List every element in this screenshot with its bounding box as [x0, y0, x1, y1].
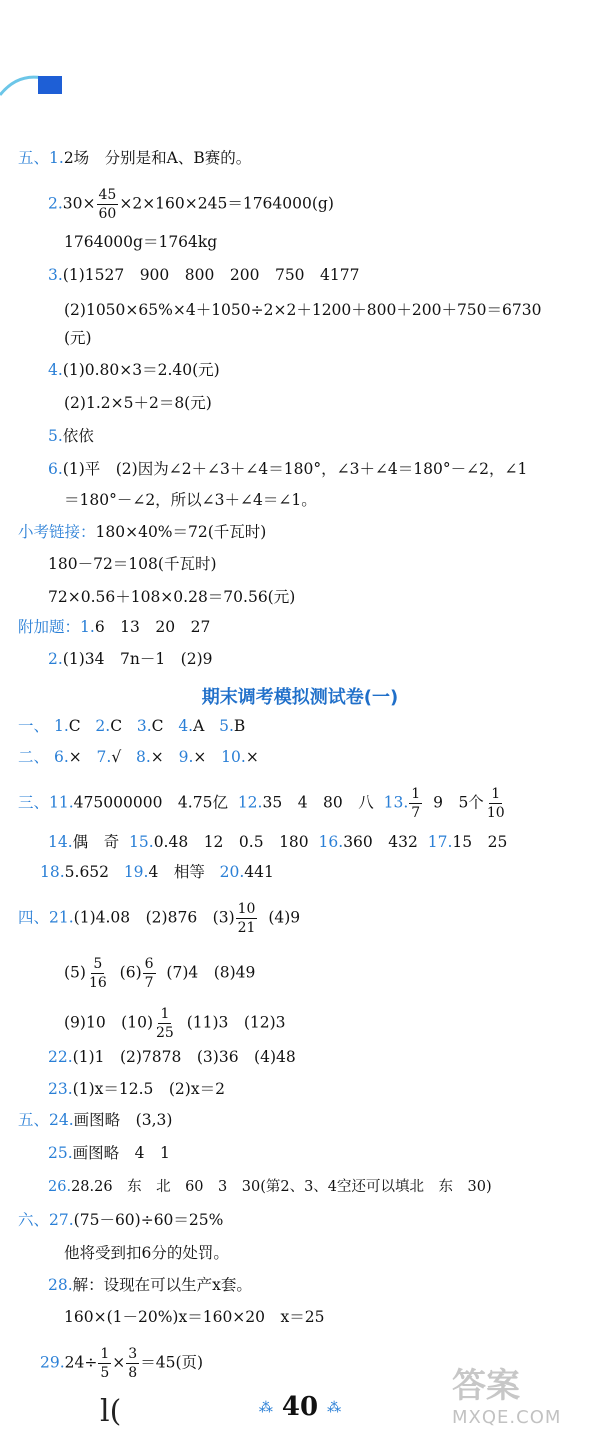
- q-num: 3.: [136, 717, 152, 735]
- extra-line1: [18, 615, 210, 639]
- q-num: 9.: [178, 748, 194, 766]
- answer-text: (1)1 (2)7878 (3)36 (4)48: [72, 1048, 296, 1066]
- section-head: 五、: [18, 1111, 50, 1129]
- q-num: 23.: [48, 1080, 73, 1098]
- answer-text: 解：设现在可以生产x套。: [72, 1276, 252, 1294]
- sec5-line4: [48, 263, 360, 287]
- answer-text: (1)x＝12.5 (2)x＝2: [72, 1080, 225, 1098]
- link-line1: [18, 520, 266, 544]
- numerator: 1: [491, 786, 501, 802]
- handwritten-mark: l(: [100, 1394, 122, 1429]
- answer-text: 画图略 (3,3): [73, 1111, 173, 1129]
- q-num: 2.: [48, 194, 63, 213]
- s5-line2: [48, 1141, 170, 1165]
- q-num: 21.: [49, 908, 74, 927]
- answer-text: 441: [244, 863, 274, 881]
- s4-line4: [48, 1045, 296, 1069]
- answer-text: C: [110, 717, 123, 735]
- section-head: 小考链接：: [18, 523, 96, 541]
- corner-decoration: [0, 0, 110, 120]
- q-num: 1.: [49, 149, 64, 167]
- fraction: [126, 1345, 139, 1382]
- answer-text: (9)10 (10): [64, 1013, 153, 1032]
- denominator: 7: [144, 975, 154, 991]
- answer-text: C: [151, 717, 164, 735]
- denominator: 10: [486, 805, 505, 821]
- q-num: 7.: [96, 748, 112, 766]
- fraction: [87, 955, 109, 992]
- q-num: 15.: [129, 833, 154, 851]
- answer-line: 他将受到扣6分的处罚。: [64, 1244, 229, 1262]
- answer-text: A: [193, 717, 205, 735]
- answer-text: ×: [150, 748, 164, 766]
- answer-text: 24÷: [64, 1353, 98, 1372]
- q-num: 3.: [48, 266, 63, 284]
- numerator: 6: [144, 956, 154, 972]
- denominator: 25: [156, 1025, 174, 1041]
- answer-text: 6 13 20 27: [94, 618, 211, 636]
- answer-line: (2)1.2×5＋2＝8(元): [64, 394, 212, 412]
- q-num: 1.: [80, 618, 95, 636]
- answer-text: B: [233, 717, 246, 735]
- s4-line2: [64, 955, 255, 992]
- answer-line: ＝180°－∠2，所以∠3＋∠4＝∠1。: [64, 491, 317, 509]
- answer-text: 画图略 4 1: [72, 1144, 170, 1162]
- answer-text: 偶 奇: [72, 833, 120, 851]
- answer-text: ×: [193, 748, 207, 766]
- answer-text: (1)1527 900 800 200 750 4177: [62, 266, 360, 284]
- s6-line1: [18, 1208, 223, 1232]
- sec5-line9: [48, 424, 94, 448]
- q-num: 1.: [53, 717, 69, 735]
- denominator: 8: [128, 1365, 138, 1381]
- answer-text: 0.48 12 0.5 180: [153, 833, 309, 851]
- answer-text: (1)平 (2)因为∠2＋∠3＋∠4＝180°，∠3＋∠4＝180°－∠2，∠1: [62, 460, 528, 478]
- answer-text: C: [68, 717, 81, 735]
- q-num: 18.: [40, 863, 65, 881]
- answer-text: ＝45(页): [140, 1353, 204, 1372]
- watermark-logo: 答案 MXQE.COM: [452, 1366, 562, 1428]
- s3-line2: [48, 830, 507, 854]
- q-num: 27.: [49, 1211, 74, 1229]
- numerator: 10: [237, 901, 256, 917]
- s4-line5: [48, 1077, 225, 1101]
- q-num: 8.: [136, 748, 151, 766]
- answer-line: (元): [64, 329, 92, 347]
- q-num: 12.: [237, 793, 263, 812]
- denominator: 16: [88, 975, 107, 991]
- q-num: 28.: [48, 1276, 73, 1294]
- denominator: 7: [411, 805, 421, 821]
- answer-text: 依依: [62, 427, 94, 445]
- answer-text: √: [111, 748, 122, 766]
- page-deco-right: ⁂: [327, 1400, 342, 1416]
- fraction: [236, 900, 258, 937]
- answer-text: (7)4 (8)49: [166, 963, 256, 982]
- q-num: 2.: [95, 717, 111, 735]
- answer-text: 475000000 4.75亿: [73, 793, 228, 812]
- q-num: 2.: [48, 650, 63, 668]
- numerator: 1: [100, 1346, 110, 1362]
- numerator: 5: [93, 956, 103, 972]
- answer-text: ×: [112, 1353, 126, 1372]
- numerator: 3: [128, 1346, 138, 1362]
- q-num: 13.: [383, 793, 409, 812]
- numerator: 1: [160, 1006, 170, 1022]
- denominator: 5: [100, 1365, 110, 1381]
- q-num: 4.: [178, 717, 194, 735]
- q-num: 6.: [53, 748, 69, 766]
- fraction: [154, 1005, 176, 1042]
- q-num: 5.: [219, 717, 234, 735]
- answer-text: 2场 分别是和A、B赛的。: [63, 149, 252, 167]
- q-num: 5.: [48, 427, 63, 445]
- fraction: [97, 186, 119, 223]
- answer-text: (5): [64, 963, 86, 982]
- q-num: 29.: [40, 1353, 65, 1372]
- section-head: 二、: [18, 748, 50, 766]
- section-head: 三、: [18, 793, 50, 812]
- fraction: [485, 785, 507, 822]
- denominator: 60: [98, 206, 117, 222]
- fraction: [409, 785, 422, 822]
- page-title: 期末调考模拟测试卷(一): [201, 687, 399, 708]
- answer-text: ×: [68, 748, 82, 766]
- answer-line: 180－72＝108(千瓦时): [48, 555, 217, 573]
- q-num: 24.: [49, 1111, 74, 1129]
- answer-line: (2)1050×65%×4＋1050÷2×2＋1200＋800＋200＋750＝6730: [64, 301, 542, 319]
- answer-text: ×: [245, 748, 259, 766]
- fraction: [143, 955, 156, 992]
- answer-text: 9 5个: [433, 793, 484, 812]
- s4-line3: [64, 1005, 286, 1042]
- answer-text: 28.26 东 北 60 3 30(第2、3、4空还可以填北 东 30): [71, 1179, 492, 1195]
- s5-line3: [48, 1175, 492, 1199]
- section-head: 一、: [18, 717, 50, 735]
- answer-text: (1)34 7n－1 (2)9: [62, 650, 213, 668]
- answer-text: (75－60)÷60＝25%: [73, 1211, 224, 1229]
- q-num: 26.: [48, 1179, 72, 1195]
- q-num: 20.: [219, 863, 245, 881]
- q-num: 11.: [49, 793, 74, 812]
- section-head: 附加题：: [18, 618, 81, 636]
- denominator: 21: [237, 920, 256, 936]
- q-num: 4.: [48, 361, 63, 379]
- sec5-line10: [48, 457, 527, 481]
- answer-text: 5.652: [64, 863, 110, 881]
- s6-line3: [48, 1273, 252, 1297]
- answer-text: (1)0.80×3＝2.40(元): [62, 361, 220, 379]
- answer-text: 180×40%＝72(千瓦时): [95, 523, 267, 541]
- answer-line: 1764000g＝1764kg: [64, 233, 218, 251]
- extra-line2: [48, 647, 213, 671]
- numerator: 1: [411, 786, 421, 802]
- answer-text: 4 相等: [148, 863, 205, 881]
- page-number-text: 40: [281, 1392, 319, 1422]
- answer-text: (1)4.08 (2)876 (3): [73, 908, 235, 927]
- sec5-line2: [48, 186, 334, 223]
- q-num: 22.: [48, 1048, 73, 1066]
- q-num: 14.: [48, 833, 73, 851]
- section-head: 四、: [18, 908, 50, 927]
- q-num: 6.: [48, 460, 63, 478]
- answer-text: ×2×160×245＝1764000(g): [119, 194, 334, 213]
- fraction: [98, 1345, 111, 1382]
- q-num: 17.: [427, 833, 453, 851]
- answer-text: (11)3 (12)3: [186, 1013, 286, 1032]
- s6-line5: [40, 1345, 203, 1382]
- s1-line: [18, 714, 245, 738]
- answer-text: (4)9: [268, 908, 301, 927]
- s3-line3: [40, 860, 274, 884]
- q-num: 25.: [48, 1144, 73, 1162]
- answer-text: (6): [119, 963, 142, 982]
- numerator: 45: [98, 187, 117, 203]
- answer-text: 360 432: [343, 833, 418, 851]
- s5-line1: [18, 1108, 172, 1132]
- answer-line: 160×(1－20%)x＝160×20 x＝25: [64, 1308, 325, 1326]
- answer-text: 15 25: [452, 833, 508, 851]
- sec5-line7: [48, 358, 220, 382]
- section-head: 六、: [18, 1211, 50, 1229]
- s2-line: [18, 745, 259, 769]
- answer-line: 72×0.56＋108×0.28＝70.56(元): [48, 588, 296, 606]
- answer-text: 30×: [62, 194, 96, 213]
- section-head: 五、: [18, 149, 50, 167]
- answer-text: 35 4 80 八: [262, 793, 374, 812]
- page-deco-left: ⁂: [258, 1400, 273, 1416]
- sec5-line1: [18, 146, 251, 170]
- s3-line1: [18, 785, 508, 822]
- q-num: 19.: [123, 863, 149, 881]
- q-num: 16.: [318, 833, 344, 851]
- q-num: 10.: [221, 748, 246, 766]
- s4-line1: [18, 900, 300, 937]
